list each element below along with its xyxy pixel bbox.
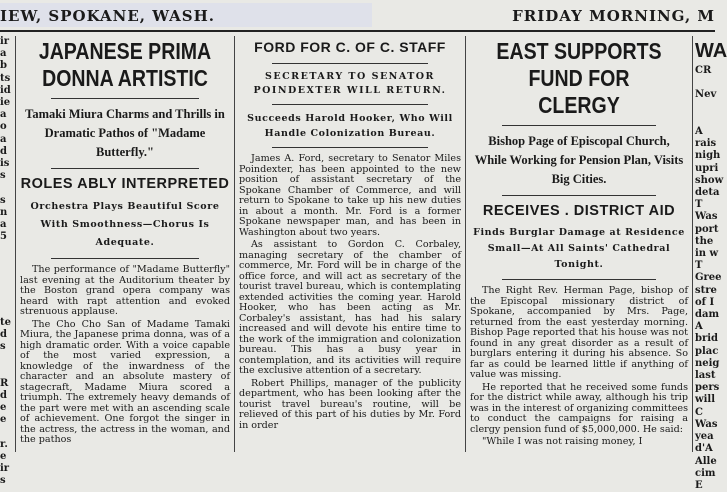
text-fragment: rais	[695, 138, 717, 150]
column-divider	[234, 36, 235, 452]
divider	[502, 279, 656, 280]
text-fragment: Nev	[695, 89, 717, 101]
text-fragment: cim	[695, 467, 716, 479]
article-right-fragment	[695, 36, 727, 491]
text-fragment: d	[0, 389, 7, 401]
text-fragment: 5	[0, 231, 7, 243]
divider	[51, 168, 199, 169]
right-fragment-text	[695, 65, 724, 492]
text-fragment: s	[0, 341, 6, 353]
divider	[51, 258, 199, 259]
left-fragment-column	[0, 36, 14, 487]
text-fragment: CR	[695, 65, 712, 76]
text-fragment	[695, 77, 715, 89]
text-fragment: id	[0, 84, 11, 96]
second-headline: ROLES ABLY INTERPRETED	[20, 176, 230, 192]
divider	[502, 125, 656, 126]
text-fragment: te	[0, 316, 11, 328]
second-headline: RECEIVES . DISTRICT AID	[482, 203, 676, 219]
text-fragment: a	[0, 48, 7, 60]
header-location: IEW, SPOKANE, WASH.	[0, 7, 215, 25]
text-fragment: s	[0, 170, 6, 182]
text-fragment	[0, 268, 14, 280]
text-fragment: last	[695, 370, 716, 382]
deck: Orchestra Plays Beautiful Score With Smoothness—Chorus Is Adequate.	[30, 201, 220, 248]
text-fragment: C	[695, 406, 703, 418]
text-fragment	[0, 353, 14, 365]
text-fragment: A	[695, 126, 703, 138]
paragraph: The Cho Cho San of Madame Tamaki Miura, the Japanese prima donna, was of a high dramatic order. With a voice capable of the most varied expression, a knowledge of the inwardness of the character and an absolute mastery of stagecraft, Madame Miura scored a triumph. The extremely heavy demands of the part were met with an ascending scale of achievement. One forgot the singer in the actress, the actress in the woman, and the pathos	[20, 318, 230, 445]
text-fragment	[0, 292, 14, 304]
text-fragment: d	[0, 145, 7, 157]
paragraph: Robert Phillips, manager of the publicity department, who has been looking after the tourist travel bureau's routine, will be relieved of this part of his duties by Mr. Ford in order	[239, 377, 461, 431]
article-body	[239, 154, 461, 431]
text-fragment: dam	[695, 309, 720, 321]
text-fragment: will	[695, 394, 716, 406]
text-fragment: Was	[695, 418, 718, 430]
text-fragment: pers	[695, 382, 720, 394]
paragraph: "While I was not raising money, I	[482, 436, 643, 447]
headline: WA	[695, 40, 727, 62]
text-fragment: A	[695, 321, 703, 333]
headline: FORD FOR C. OF C. STAFF	[254, 39, 446, 55]
text-fragment: r.	[0, 438, 8, 450]
text-fragment: ir	[0, 36, 10, 47]
headline: JAPANESE PRIMA DONNA ARTISTIC	[38, 38, 212, 91]
paragraph: As assistant to Gordon C. Corbaley, managing secretary of the chamber of commerce, Mr. Ford will be in charge of the office force, and will act as secretary of the tourist travel bureau, which is contemplating extended activities the coming year. Harold Hooker, who has been acting as Mr. Corbaley's assistant, has had his salary increased and will devote his entire time to the work of the immigration and colonization bureau. This has a busy year in contemplation, and its activities will require the exclusive attention of a secretary.	[239, 239, 461, 376]
divider	[272, 104, 429, 105]
text-fragment: of I	[695, 296, 715, 308]
article-east-supports-fund	[469, 36, 689, 452]
text-fragment: the	[695, 235, 714, 247]
text-fragment: ir	[0, 463, 10, 475]
deck: SECRETARY TO SENATOR POINDEXTER WILL RETURN.	[253, 71, 447, 96]
article-japanese-prima-donna	[19, 36, 231, 452]
header-rule	[0, 30, 715, 32]
text-fragment	[695, 114, 715, 126]
text-fragment: in w	[695, 248, 719, 260]
paragraph: James A. Ford, secretary to Senator Miles Poindexter, has been appointed to the new position of assistant secretary of the Spokane Chamber of Commerce, and will return to Spokane to take up his new duties in about a month. Mr. Ford is a former Spokane newspaper man, and has been in Washington about two years.	[239, 153, 461, 238]
paragraph: He reported that he received some funds for the district while away, although his trip was in the interest of organizing committees to conduct the campaigns for raising a clergy pension fund of $5,000,000. He said:	[470, 381, 688, 435]
deck: Succeeds Harold Hooker, Who Will Handle Colonization Bureau.	[247, 113, 453, 139]
text-fragment	[0, 280, 14, 292]
text-fragment	[0, 243, 14, 255]
text-fragment: is	[0, 158, 10, 170]
text-fragment: port	[695, 223, 719, 235]
subheadline: Tamaki Miura Charms and Thrills in Dramatic Pathos of "Madame Butterfly."	[25, 107, 225, 159]
text-fragment: n	[0, 206, 8, 218]
column-divider	[15, 36, 16, 452]
text-fragment: b	[0, 60, 7, 72]
article-body	[470, 286, 688, 448]
text-fragment	[0, 304, 14, 316]
text-fragment: s	[0, 475, 6, 487]
divider	[272, 63, 429, 64]
page-header	[0, 0, 715, 30]
text-fragment	[0, 182, 14, 194]
text-fragment: stre	[695, 284, 717, 296]
text-fragment: s	[0, 194, 6, 206]
text-fragment: e	[0, 402, 7, 414]
text-fragment: show	[695, 174, 724, 186]
text-fragment: a	[0, 109, 7, 121]
column-divider	[465, 36, 466, 452]
text-fragment: upri	[695, 162, 719, 174]
text-fragment: E	[695, 479, 703, 491]
divider	[51, 98, 199, 99]
text-fragment: nigh	[695, 150, 721, 162]
deck: Finds Burglar Damage at Residence Small—At All Saints' Cathedral Tonight.	[473, 227, 685, 270]
article-ford-chamber-staff	[238, 36, 462, 452]
text-fragment	[0, 256, 14, 268]
divider	[502, 195, 656, 196]
article-body	[20, 265, 230, 446]
text-fragment: e	[0, 414, 7, 426]
text-fragment: yea	[695, 431, 714, 443]
text-fragment: T	[695, 199, 703, 211]
text-fragment: ie	[0, 97, 11, 109]
header-date: FRIDAY MORNING, M	[512, 7, 715, 25]
column-divider	[692, 36, 693, 452]
text-fragment: brid	[695, 333, 719, 345]
text-fragment: d	[0, 328, 7, 340]
text-fragment: deta	[695, 187, 720, 199]
text-fragment: plac	[695, 345, 719, 357]
text-fragment	[695, 102, 715, 114]
divider	[272, 147, 429, 148]
text-fragment	[0, 427, 14, 439]
text-fragment: d'A	[695, 443, 713, 455]
text-fragment: T	[695, 260, 703, 272]
text-fragment: o	[0, 121, 7, 133]
text-fragment: Gree	[695, 272, 722, 284]
text-fragment: Alle	[695, 455, 717, 467]
text-fragment: Was	[695, 211, 718, 223]
text-fragment: R	[0, 377, 9, 389]
paragraph: The performance of "Madame Butterfly" last evening at the Auditorium theater by the Boston grand opera company was heard with rapt attention and evoked strenuous applause.	[20, 264, 230, 317]
headline: EAST SUPPORTS FUND FOR CLERGY	[496, 38, 662, 118]
subheadline: Bishop Page of Episcopal Church, While Working for Pension Plan, Visits Big Cities.	[474, 134, 684, 186]
text-fragment: e	[0, 450, 7, 462]
text-fragment: ts	[0, 72, 11, 84]
text-fragment: a	[0, 219, 7, 231]
text-fragment	[0, 365, 14, 377]
paragraph: The Right Rev. Herman Page, bishop of the Episcopal missionary district of Spokane, accompanied by Mrs. Page, returned from the east yesterday morning. Bishop Page reported that his house was not found in any great disorder as a result of burglars entering it during his absence. So far as could be learned little if anything of value was missing.	[470, 285, 688, 380]
text-fragment: a	[0, 133, 7, 145]
text-fragment: neig	[695, 357, 720, 369]
